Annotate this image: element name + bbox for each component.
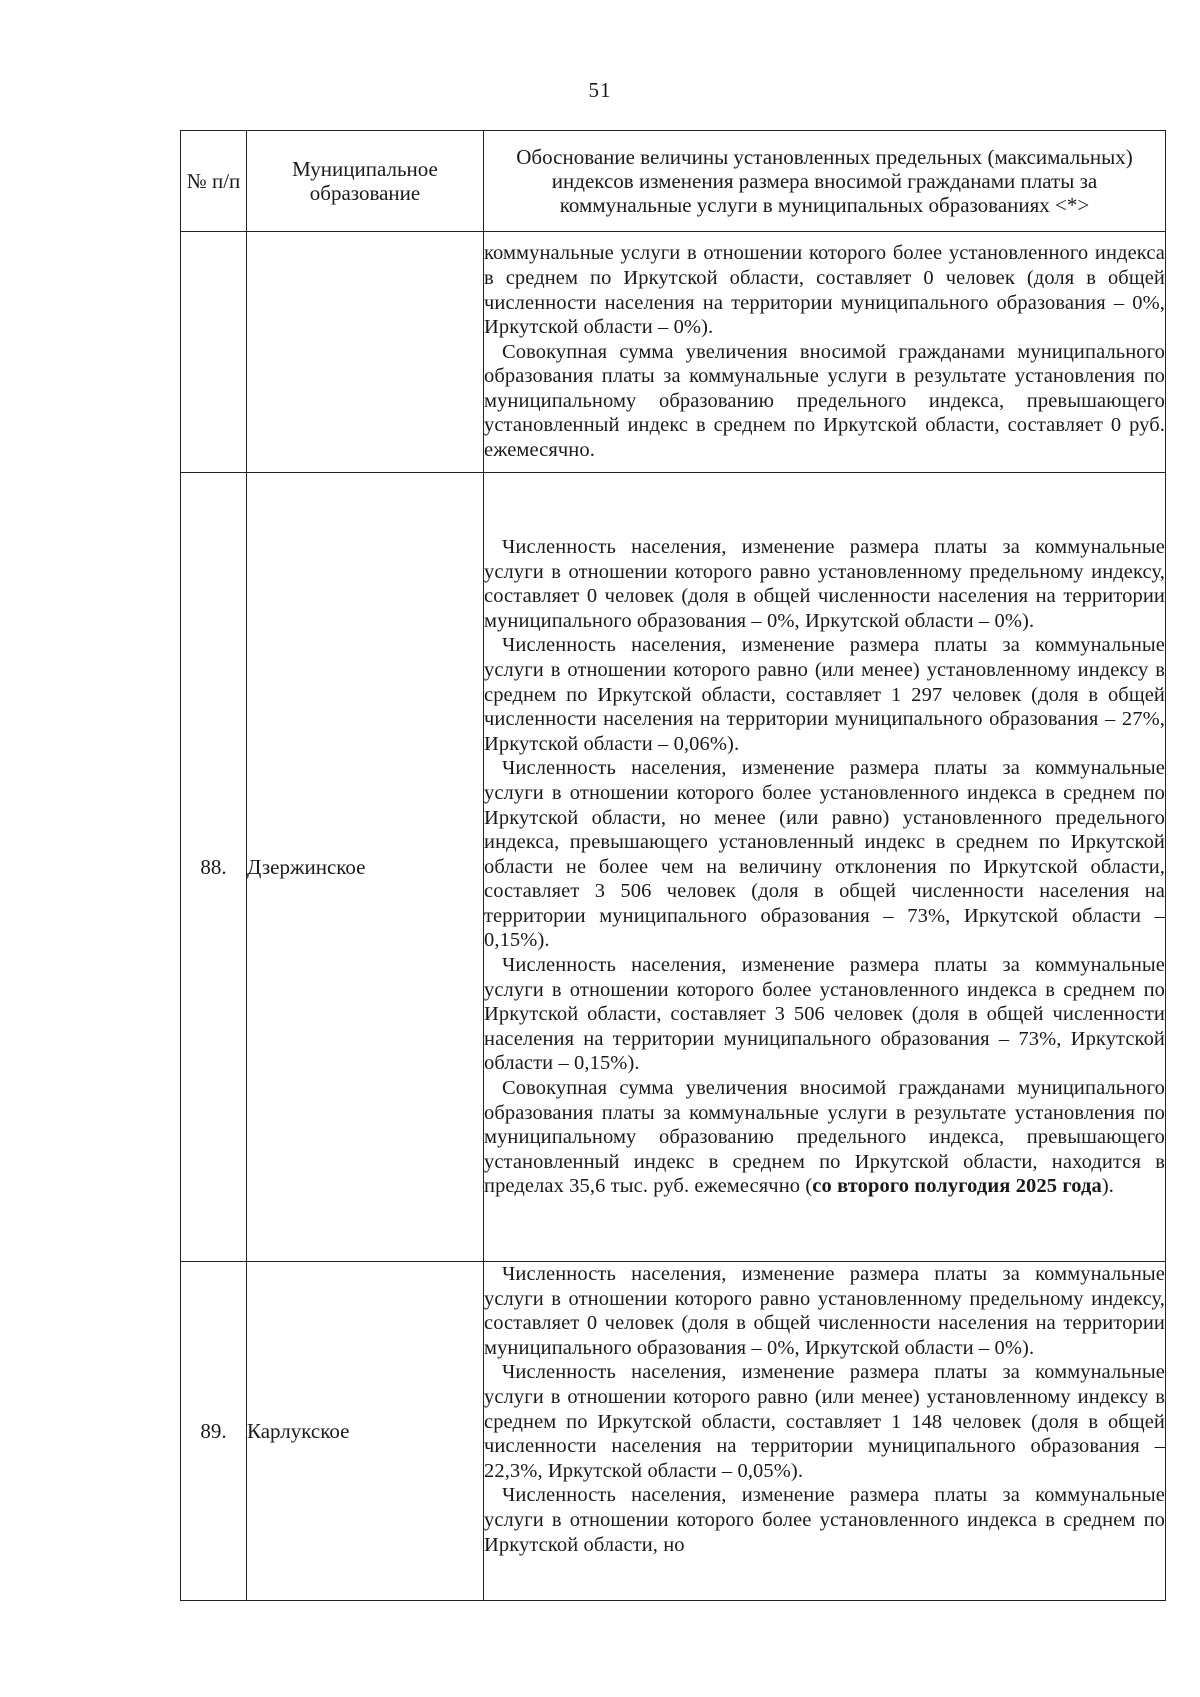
- total-period-bold: со второго полугодия 2025 года: [812, 1175, 1102, 1198]
- row-municipality-cell: Дзержинское: [247, 473, 484, 1262]
- justification-paragraph: Численность населения, изменение размера платы за коммунальные услуги в отношении которого равно установленному предельному индексу, составляет 0 человек (доля в общей численности населения на территории муниципального образования – 0%, Иркутской области – 0%).: [484, 1263, 1165, 1359]
- justification-paragraph-total: [484, 1076, 1165, 1199]
- justification-paragraph: Численность населения, изменение размера платы за коммунальные услуги в отношении которого более установленного индекса в среднем по Иркутской области, но: [484, 1484, 1165, 1556]
- header-justification: Обоснование величины установленных предельных (максимальных) индексов изменения размера вносимой гражданами платы за коммунальные услуги в муниципальных образованиях <*>: [484, 131, 1166, 232]
- table-row: [181, 1262, 1166, 1601]
- justification-paragraph: Численность населения, изменение размера платы за коммунальные услуги в отношении которого равно (или менее) установленному индексу в среднем по Иркутской области, составляет 1 148 человек (доля в общей численности населения на территории муниципального образования – 22,3%, Иркутской области – 0,05%).: [484, 1361, 1165, 1482]
- row-municipality-cell: Карлукское: [247, 1262, 484, 1601]
- table-row: [181, 473, 1166, 1262]
- justification-table: [180, 130, 1166, 1601]
- row-justification-cell: [484, 232, 1166, 473]
- header-municipality: Муниципальное образование: [247, 131, 484, 232]
- total-text-end: ).: [1101, 1175, 1114, 1198]
- justification-paragraph: коммунальные услуги в отношении которого более установленного индекса в среднем по Иркутской области, составляет 0 человек (доля в общей численности населения на территории муниципального образования – 0%, Иркутской области – 0%).: [484, 242, 1165, 339]
- justification-paragraph: Численность населения, изменение размера платы за коммунальные услуги в отношении которого равно (или менее) установленному индексу в среднем по Иркутской области, составляет 1 297 человек (доля в общей численности населения на территории муниципального образования – 27%, Иркутской области – 0,06%).: [484, 634, 1165, 755]
- justification-paragraph: Совокупная сумма увеличения вносимой гражданами муниципального образования платы за коммунальные услуги в результате установления по муниципальному образованию предельного индекса, превышающего установленный индекс в среднем по Иркутской области, составляет 0 руб. ежемесячно.: [484, 340, 1165, 462]
- row-number-cell: [181, 232, 247, 473]
- row-number-cell: 89.: [181, 1262, 247, 1601]
- justification-paragraph: Численность населения, изменение размера платы за коммунальные услуги в отношении которого равно установленному предельному индексу, составляет 0 человек (доля в общей численности населения на территории муниципального образования – 0%, Иркутской области – 0%).: [484, 535, 1165, 632]
- row-justification-cell: [484, 473, 1166, 1262]
- row-justification-cell: [484, 1262, 1166, 1601]
- header-number: № п/п: [181, 131, 247, 232]
- row-number-cell: 88.: [181, 473, 247, 1262]
- page-number: 51: [588, 78, 612, 102]
- row-municipality-cell: [247, 232, 484, 473]
- justification-paragraph: Численность населения, изменение размера платы за коммунальные услуги в отношении которого более установленного индекса в среднем по Иркутской области, но менее (или равно) установленного предельного индекса, превышающего установленный индекс в среднем по Иркутской области не более чем на величину отклонения по Иркутской области, составляет 3 506 человек (доля в общей численности населения на территории муниципального образования – 73%, Иркутской области – 0,15%).: [484, 757, 1165, 952]
- justification-paragraph: Численность населения, изменение размера платы за коммунальные услуги в отношении которого более установленного индекса в среднем по Иркутской области, составляет 3 506 человек (доля в общей численности населения на территории муниципального образования – 73%, Иркутской области – 0,15%).: [484, 954, 1165, 1075]
- total-text: Совокупная сумма увеличения вносимой гражданами муниципального образования платы за коммунальные услуги в результате установления по муниципальному образованию предельного индекса, превышающего установленный индекс в среднем по Иркутской области, находится в пределах 35,6 тыс. руб. ежемесячно (: [484, 1077, 1165, 1198]
- table-row: [181, 232, 1166, 473]
- table-header-row: [181, 131, 1166, 232]
